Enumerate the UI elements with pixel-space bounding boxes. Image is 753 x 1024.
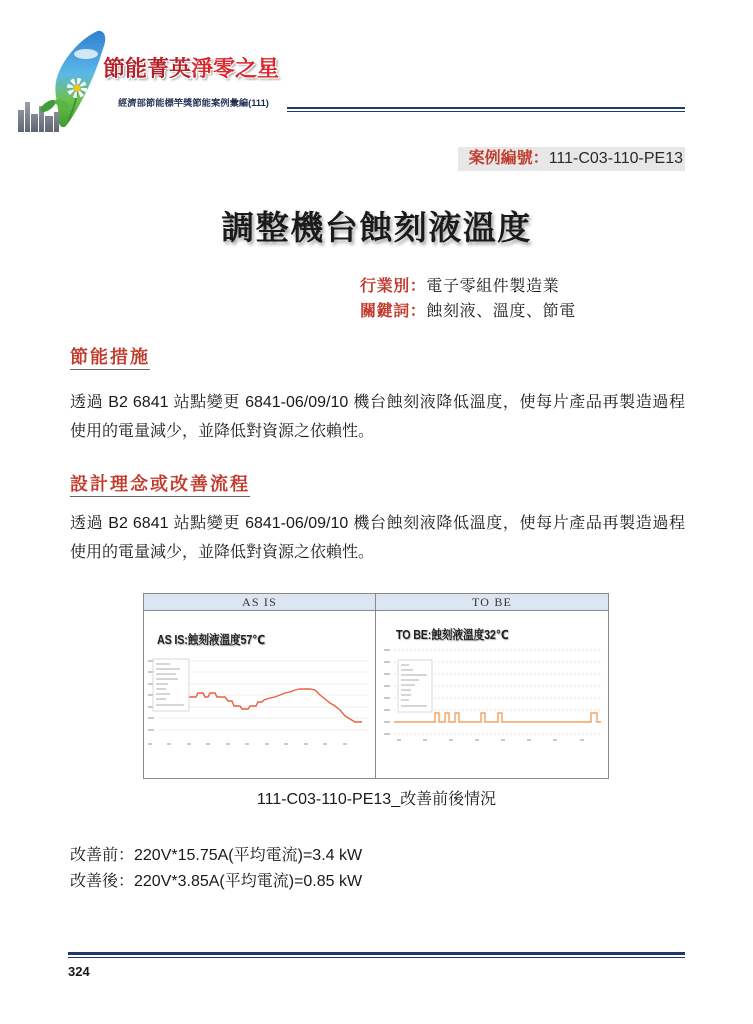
result-after: 改善後：220V*3.85A(平均電流)=0.85 kW <box>70 873 363 890</box>
paragraph-line: 使用的電量減少，並降低對資源之依賴性。 <box>70 544 375 561</box>
section-paragraph-design-process <box>70 509 685 567</box>
logo-title-part1: 節能菁英 <box>103 56 192 82</box>
logo-title-part2: 淨零之星 <box>191 56 280 82</box>
keywords-line <box>360 303 576 321</box>
section-heading-measures: 節能措施 <box>70 346 150 370</box>
page-title: 調整機台蝕刻液溫度 <box>221 209 532 246</box>
to-be-y-tick-labels <box>384 650 390 734</box>
to-be-chart-title: TO BE:蝕刻液溫度32℃ <box>396 628 509 642</box>
flower-center <box>74 85 81 92</box>
industry-value: 電子零組件製造業 <box>426 278 560 295</box>
footer-rule-thick <box>68 952 685 955</box>
as-is-legend-box <box>153 659 189 711</box>
column-divider <box>375 594 376 778</box>
result-before: 改善前：220V*15.75A(平均電流)=3.4 kW <box>70 847 363 864</box>
paragraph-line: 使用的電量減少，並降低對資源之依賴性。 <box>70 423 375 440</box>
table-caption: 111-C03-110-PE13_改善前後情況 <box>256 791 497 808</box>
to-be-header: TO BE <box>471 595 513 609</box>
section-paragraph-measures <box>70 388 685 446</box>
logo-subtitle: 經濟部節能標竿獎節能案例彙編(111) <box>118 98 269 108</box>
keywords-value: 蝕刻液、溫度、節電 <box>426 303 576 320</box>
as-is-chart <box>146 614 373 754</box>
case-number-label: 案例編號： <box>468 150 549 167</box>
header-rule-thin <box>287 111 685 112</box>
header-rule-thick <box>287 107 685 109</box>
to-be-temperature-line <box>394 713 601 722</box>
cloud-highlight <box>74 49 98 59</box>
paragraph-line: 透過 B2 6841 站點變更 6841-06/09/10 機台蝕刻液降低溫度，使每片產品再製造過程 <box>70 394 685 411</box>
footer-rule-thin <box>68 957 685 958</box>
comparison-table <box>143 593 609 779</box>
keywords-label: 關鍵詞： <box>360 303 427 320</box>
case-number-box <box>458 147 685 171</box>
logo-emblem-icon <box>14 26 114 134</box>
to-be-chart <box>378 614 606 754</box>
section-heading-design-process: 設計理念或改善流程 <box>70 473 250 497</box>
industry-label: 行業別： <box>360 278 427 295</box>
as-is-chart-title: AS IS:蝕刻液溫度57℃ <box>157 633 265 647</box>
as-is-header: AS IS <box>241 595 277 609</box>
to-be-legend-box <box>398 660 432 712</box>
logo-title <box>103 55 279 83</box>
case-number-value: 111-C03-110-PE13 <box>548 150 683 167</box>
as-is-gridlines <box>158 661 368 730</box>
paragraph-line: 透過 B2 6841 站點變更 6841-06/09/10 機台蝕刻液降低溫度，使每片產品再製造過程 <box>70 515 685 532</box>
industry-line <box>360 278 559 296</box>
page-number: 324 <box>68 964 90 979</box>
